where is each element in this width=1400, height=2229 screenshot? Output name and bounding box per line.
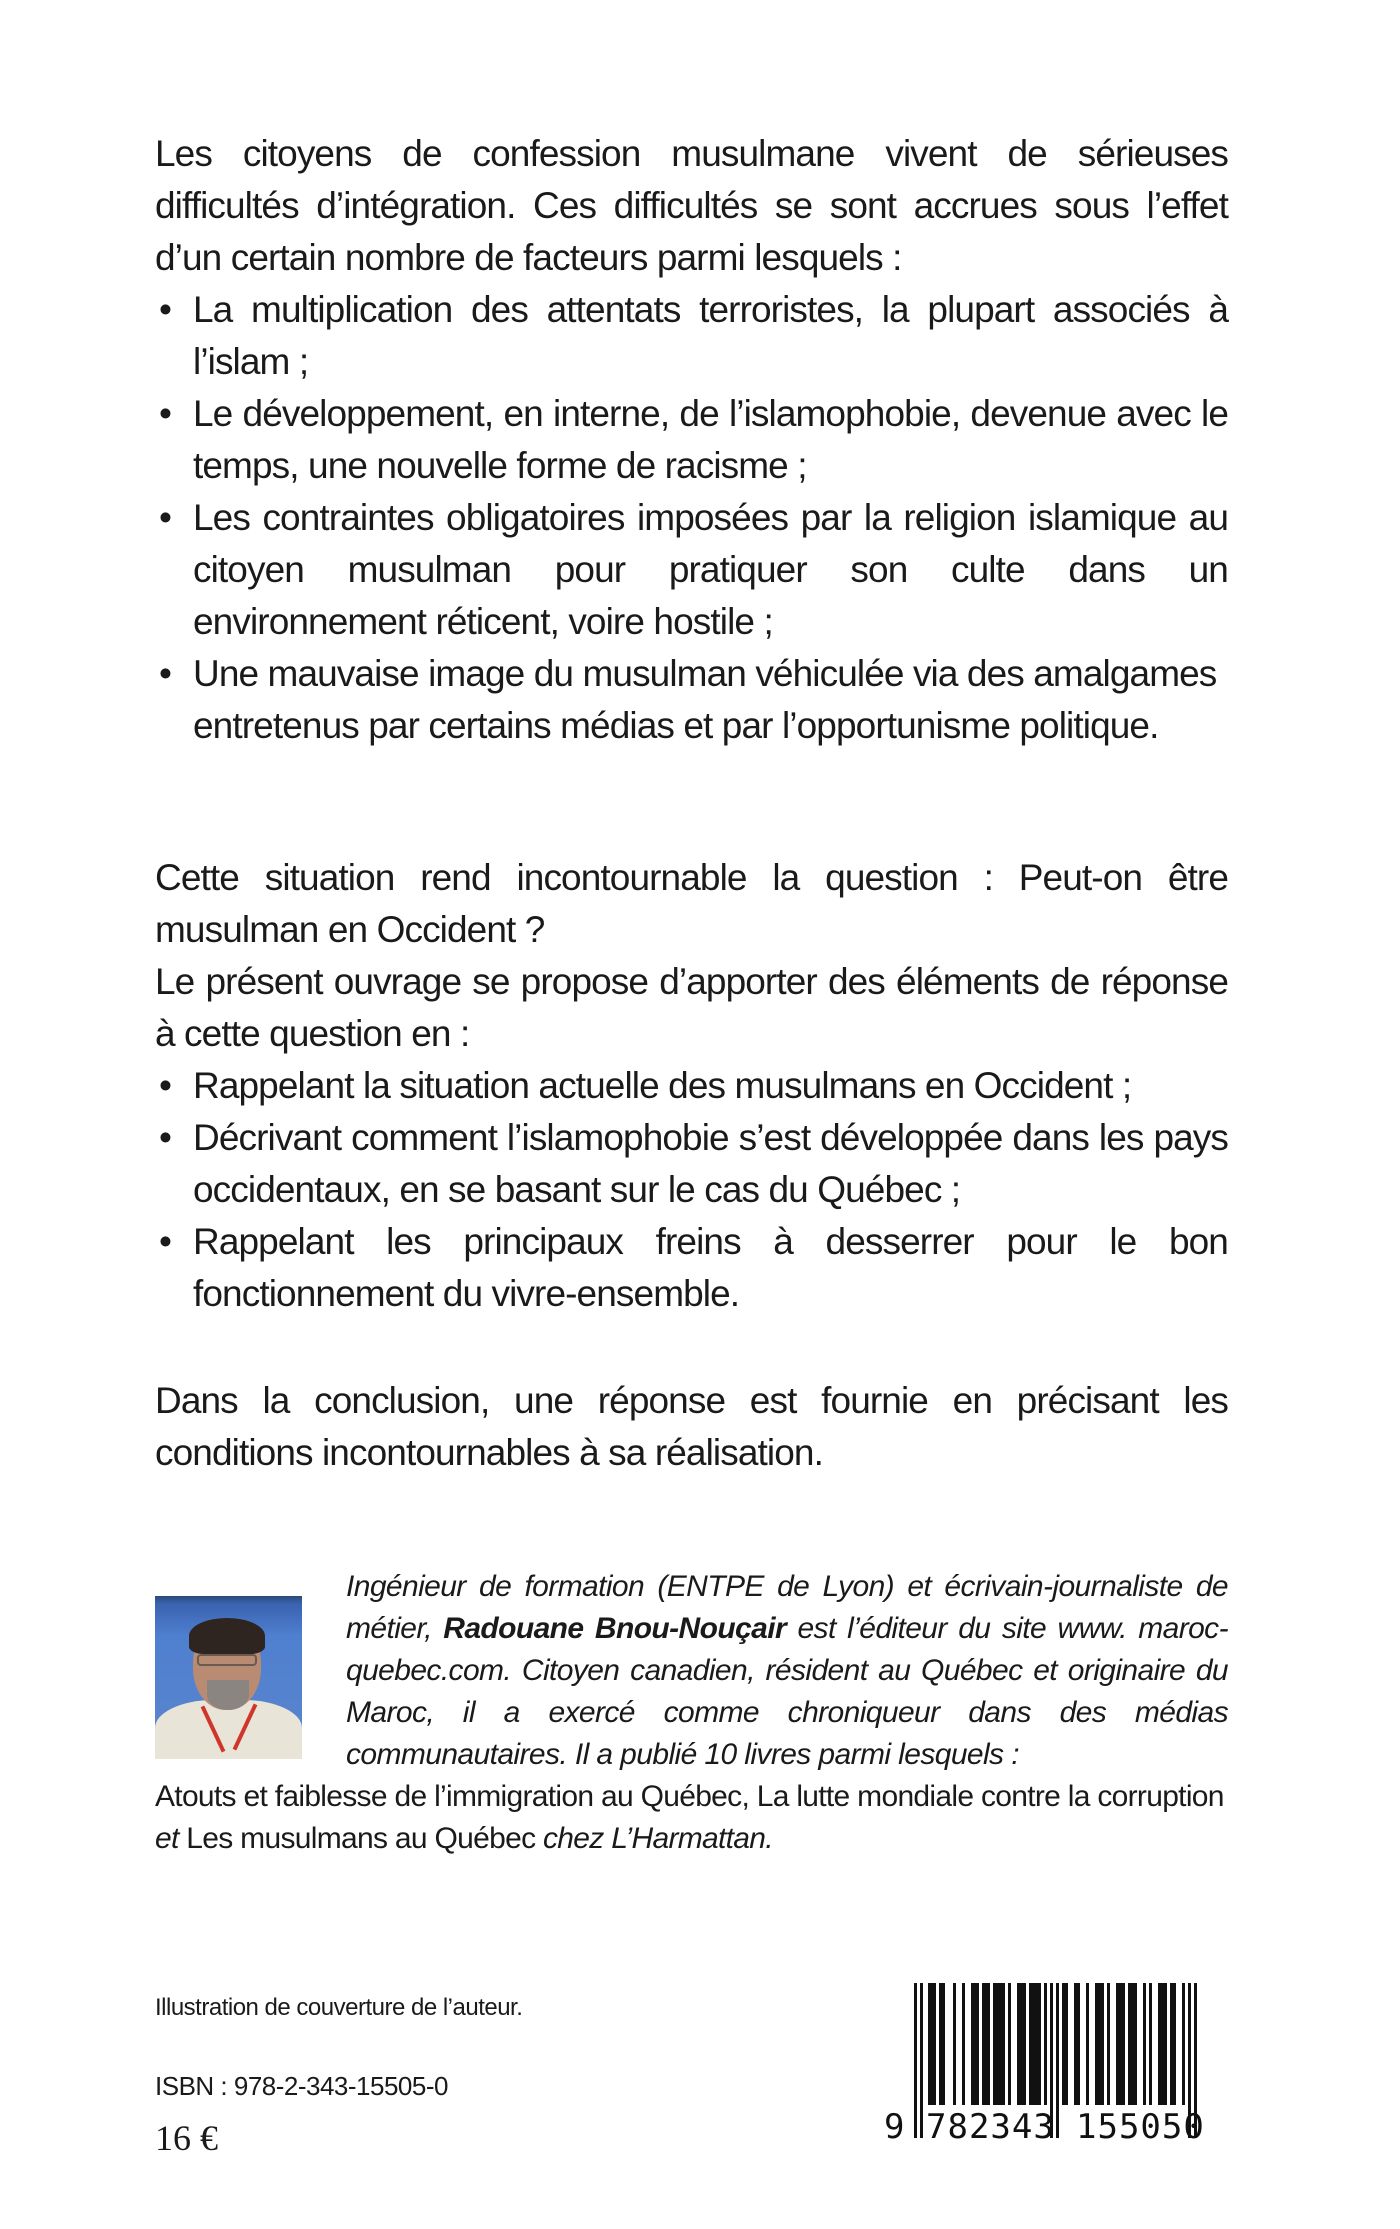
author-name: Radouane Bnou-Nouçair <box>443 1612 787 1645</box>
intro-section <box>155 128 1228 752</box>
bullet-icon: • <box>159 393 172 434</box>
book-title: Les musulmans au Québec <box>186 1822 536 1855</box>
author-bio <box>155 1566 1228 1860</box>
barcode-right-digits: 155050 <box>1076 2107 1205 2147</box>
question-section <box>155 852 1228 1320</box>
illustration-credit: Illustration de couverture de l’auteur. <box>155 1994 523 2021</box>
purpose-paragraph: Le présent ouvrage se propose d’apporter des éléments de réponse à cette question en : <box>155 961 1228 1054</box>
bullet-icon: • <box>159 653 172 694</box>
bullet-icon: • <box>159 1117 172 1158</box>
conclusion-paragraph: Dans la conclusion, une réponse est fournie en précisant les conditions incontournables à sa réalisation. <box>155 1380 1228 1473</box>
factors-list <box>155 284 1228 752</box>
list-item: • Les contraintes obligatoires imposées par la religion islamique au citoyen musulman pour pratiquer son culte dans un environnement réticent, voire hostile ; <box>155 492 1228 648</box>
barcode <box>884 1983 1234 2151</box>
list-item: • Rappelant les principaux freins à desserrer pour le bon fonctionnement du vivre-ensemble. <box>155 1216 1228 1320</box>
question-paragraph: Cette situation rend incontournable la question : Peut-on être musulman en Occident ? <box>155 857 1228 950</box>
list-item: • La multiplication des attentats terroristes, la plupart associés à l’islam ; <box>155 284 1228 388</box>
barcode-first-digit: 9 <box>884 2107 906 2147</box>
intro-paragraph: Les citoyens de confession musulmane vivent de sérieuses difficultés d’intégration. Ces difficultés se sont accrues sous l’effet d’un certain nombre de facteurs parmi lesquels : <box>155 133 1228 278</box>
price-text: 16 € <box>155 2118 218 2158</box>
conclusion-section <box>155 1375 1228 1479</box>
list-item: • Une mauvaise image du musulman véhiculée via des amalgames entretenus par certains médias et par l’opportunisme politique. <box>155 648 1228 752</box>
author-photo <box>155 1596 302 1759</box>
barcode-left-digits: 782343 <box>926 2107 1055 2147</box>
list-item: • Rappelant la situation actuelle des musulmans en Occident ; <box>155 1060 1228 1112</box>
list-item: • Le développement, en interne, de l’islamophobie, devenue avec le temps, une nouvelle forme de racisme ; <box>155 388 1228 492</box>
isbn-text: ISBN : 978-2-343-15505-0 <box>155 2071 448 2101</box>
bullet-icon: • <box>159 497 172 538</box>
publisher-note: chez L’Harmattan. <box>535 1822 773 1855</box>
bullet-icon: • <box>159 1221 172 1262</box>
bullet-icon: • <box>159 289 172 330</box>
approach-list <box>155 1060 1228 1320</box>
bullet-icon: • <box>159 1065 172 1106</box>
book-title: Atouts et faiblesse de l’immigration au Québec, La lutte mondiale contre la corruption <box>155 1780 1224 1813</box>
bio-paragraph: Ingénieur de formation (ENTPE de Lyon) et écrivain-journaliste de métier, Radouane Bnou-Nouçair est l’éditeur du site www. maroc-quebec.com. Citoyen canadien, résident au Québec et originaire du Maroc, il a exercé comme chroniqueur dans des médias communautaires. Il a publié 10 livres parmi lesquels : <box>346 1570 1228 1771</box>
list-item: • Décrivant comment l’islamophobie s’est développée dans les pays occidentaux, en se basant sur le cas du Québec ; <box>155 1112 1228 1216</box>
bio-books: Atouts et faiblesse de l’immigration au Québec, La lutte mondiale contre la corruption et Les musulmans au Québec chez L’Harmattan. <box>155 1780 1224 1855</box>
